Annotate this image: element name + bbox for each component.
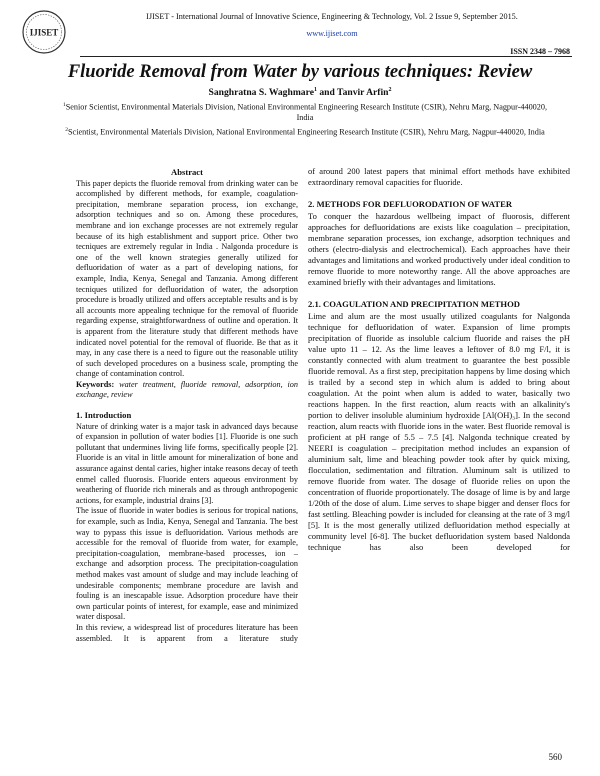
authors-conj: and (316, 87, 338, 99)
intro-heading: 1. Introduction (76, 410, 132, 421)
journal-header: IJISET - International Journal of Innovative Science, Engineering & Technology, Vol. 2 Issue 9, September 2015. (146, 12, 518, 21)
right-column (308, 166, 570, 553)
keywords (76, 380, 298, 401)
section-2-1-body: Lime and alum are the most usually utilized coagulants for Nalgonda technique for defluoridation of water. Expansion of lime prompts precipitation of fluoride as insoluble calcium fluoride and raises the pH value upto 11 – 12. As the lime leaves a leftover of 8.0 mg F/l, it is constantly connected with alum treatment to guarantee the best possible fluoride removal. As a first step, precipitation happens by lime dosing which is trailed by a second step in which alum is added to bring about coagulation. At the point when alum is added to water, basically two reactions happen. In the first reaction, alum reacts with an alkalinity's portion to deliver insoluble aluminium hydroxide [Al(OH)₃]. In the second reaction, alum reacts with fluoride ions in the water. Best fluoride removal is proficient at pH range of 5.5 – 7.5 [4]. Nalgonda technique created by NEERI is coagulation – precipitation method includes an expansion of aluminium salt, lime and bleaching powder took after by quick mixing, flocculation, sedimentation and filtration. Aluminum salt is utilized to remove fluoride from water. The dosage of fluoride relies on upon the concentration of fluoride proportionately. The dosage of lime is by and large 1/20th of the dose of alum. Lime serves to shape bigger and denser flocs for fast settling. Bleaching powder is included for cleansing at the rate of 3 mg/l [5]. It is the most generally utilized defluoridation method especially at community level [6-8]. The bucket defluoridation system based Naldonda technique has also been developed for (308, 311, 570, 552)
paper-title: Fluoride Removal from Water by various techniques: Review (67, 62, 533, 82)
intro-paragraph-2: The issue of fluoride in water bodies is serious for tropical nations, for example, such as India, Kenya, Senegal and Tanzania. The best way to pypass this issue is defluoridation. Various methods are accessible for the removal of fluoride from water, for example, precipitation-coagulation, membrane-based processes, ion –exchange and adsorption process. The precipitation-coagulation method makes vast amount of sludge and may include leaching of undesirable components; membrane procedure are lavish and fouling is an inescapable issue. Adsorption procedure have their own particular points of interest, for example, ease and minimized water disposal. (76, 506, 298, 622)
keywords-label: Keywords: (76, 379, 115, 389)
continued-paragraph: of around 200 latest papers that minimal effort methods have exhibited extraordinary removal capacities for fluoride. (308, 166, 570, 187)
affiliation-1-text: Senior Scientist, Environmental Materials Division, National Environmental Engineering Research Institute (CSIR), Nehru Marg, Nagpur-440020, India (65, 102, 548, 123)
author-2: Tanvir Arfin (337, 87, 389, 99)
affiliation-2-text: Scientist, Environmental Materials Division, National Environmental Engineering Research Institute (CSIR), Nehru Marg, Nagpur-440020, India (68, 127, 545, 137)
journal-website-link[interactable]: www.ijiset.com (306, 29, 358, 38)
abstract-heading: Abstract (171, 167, 203, 177)
page-number: 560 (548, 752, 562, 762)
header-rule (80, 56, 572, 57)
affiliation-1-sup: 1 (62, 102, 66, 108)
affiliation-1 (60, 100, 550, 124)
journal-logo (20, 8, 68, 56)
section-2-1-heading: 2.1. COAGULATION AND PRECIPITATION METHOD (308, 299, 520, 309)
logo-text: IJISET (29, 27, 59, 38)
affiliation-2 (60, 125, 550, 138)
issn: ISSN 2348 – 7968 (510, 47, 570, 56)
left-column (76, 167, 298, 644)
authors (40, 87, 560, 98)
affiliation-2-sup: 2 (65, 127, 68, 133)
author-1: Sanghratna S. Waghmare (208, 87, 314, 99)
keywords-text: water treatment, fluoride removal, adsorption, ion exchange, review (76, 379, 298, 400)
section-2-heading: 2. METHODS FOR DEFLUORODATION OF WATER (308, 199, 513, 209)
intro-paragraph-1: Nature of drinking water is a major task in advanced days because of expansion in pollution of water bodies [1]. Fluoride is one such pollutant that undermines living life forms, specifically people [2]. Fluoride is an vital in little amount for mineralization of bone and assurance against dental caries, higher intake reasons decay of teeth enmel called fluorosis. Fluoride enters aqueous environment by weathering of fluoride rich minerals and as through anthropogenic actions, for example, industrial drains [3]. (76, 421, 298, 505)
author-2-sup: 2 (388, 87, 392, 93)
abstract-body: This paper depicts the fluoride removal from drinking water can be accomplished by different methods, for example, coagulation-precipitation, membrane separation process, ion exchange, adsorption techniques and so on. Among these procedures, membrane and ion exchange processes are not extremely regular because of its high establishment and support price. Other two tecniques are extremely regular in India . Nalgonda procedure is one of the well known strategies generally utilized for defluoridation of water as a part of developing nations, for example, India, Kenya, Senegal and Tanzania. Among different tecniques utilized for defluoridation of water, the adsorption procedure is broadly utilized and offers acceptable results and is by all accounts more appealing technique for the removal of fluoride regarding expense, straightforwardness of outline and operation. It is apparent from the literature study that different methods have indicated novel potential for the removal of fluoride. Be that as it may, in any case there is a need to figure out the reasonable utility of such developed procedures on a business scale, prompting the change of contamination control. (76, 178, 298, 379)
intro-paragraph-3: In this review, a widespread list of procedures literature has been assembled. It is apparent from a literature study (76, 622, 298, 643)
section-2-body: To conquer the hazardous wellbeing impact of fluorosis, different approaches for defluoridations are exists like coagulation – precipitation, membrane separation processes, ion exchange, adsorption techniques and others (electro-dialysis and electrochemical). Each approaches have their advantages and limitations and worked productively under ideal condition to remove fluoride to more noteworthy range. All the above approaches are examined briefly with their advantages and limitations. (308, 211, 570, 287)
author-1-sup: 1 (313, 87, 317, 93)
